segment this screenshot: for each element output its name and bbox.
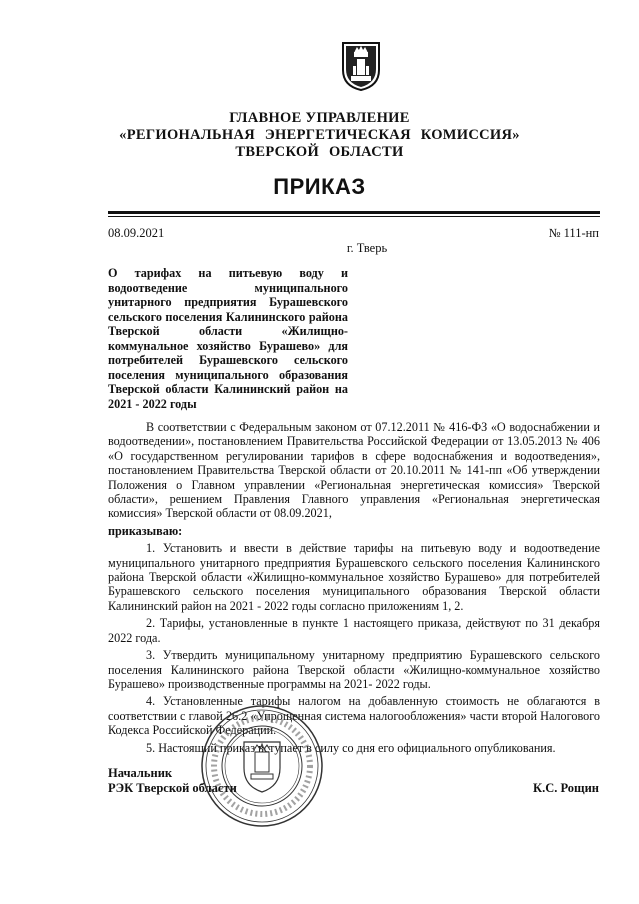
coat-of-arms-icon — [340, 40, 382, 92]
signatory-position-line2: РЭК Тверской области — [108, 781, 237, 795]
document-subject: О тарифах на питьевую воду и водоотведение муниципального унитарного предприятия Бурашевского сельского поселения Калининского района Тверской области «Жилищно-коммунальное хозяйство Бурашево» для потребителей Бурашевского сельского поселения муниципального образования Тверской области Калининский район на 2021 - 2022 годы — [108, 266, 348, 411]
signatory-position — [108, 766, 237, 796]
document-number: № 111-нп — [548, 226, 599, 240]
order-word: приказываю: — [108, 523, 183, 538]
order-item: 5. Настоящий приказ вступает в силу со дня его официального опубликования. — [146, 740, 556, 755]
org-name-line1: ГЛАВНОЕ УПРАВЛЕНИЕ — [229, 110, 410, 126]
header-rule-thin — [108, 216, 600, 217]
signatory-position-line1: Начальник — [108, 766, 173, 780]
order-item: 3. Утвердить муниципальному унитарному предприятию Бурашевского сельского поселения Калининского района Тверской области «Жилищно-коммунальное хозяйство Бурашево» производственные программы на 2021- 2022 годы. — [108, 648, 600, 691]
preamble-paragraph: В соответствии с Федеральным законом от 07.12.2011 № 416-ФЗ «О водоснабжении и водоотведении», постановлением Правительства Российской Федерации от 13.05.2013 № 406 «О государственном регулировании тарифов в сфере водоснабжения и водоотведения», постановлением Правительства Тверской области от 20.10.2011 № 141-пп «Об утверждении Положения о Главном управлении «Региональная энергетическая комиссия» Тверской области», решением Правления Главного управления «Региональная энергетическая комиссия» Тверской области от 08.09.2021, — [108, 420, 600, 521]
document-city: г. Тверь — [346, 241, 388, 255]
order-item: 2. Тарифы, установленные в пункте 1 настоящего приказа, действуют по 31 декабря 2022 года. — [108, 616, 600, 645]
order-item: 1. Установить и ввести в действие тарифы на питьевую воду и водоотведение муниципального унитарного предприятия Бурашевского сельского поселения Калининского района Тверской области «Жилищно-коммунальное хозяйство Бурашево» для потребителей Бурашевского сельского поселения муниципального образования Тверской области Калининский район на 2021 - 2022 годы согласно приложениям 1, 2. — [108, 541, 600, 613]
order-item: 4. Установленные тарифы налогом на добавленную стоимость не облагаются в соответствии с главой 26.2 «Упрощенная система налогообложения» части второй Налогового Кодекса Российской Федерации. — [108, 694, 600, 738]
signatory-name: К.С. Рощин — [533, 781, 599, 795]
header-rule-thick — [108, 211, 600, 214]
document-type-title: ПРИКАЗ — [273, 174, 366, 199]
document-body — [108, 420, 600, 755]
org-name-line2: «РЕГИОНАЛЬНАЯ ЭНЕРГЕТИЧЕСКАЯ КОМИССИЯ» — [119, 127, 520, 143]
document-date: 08.09.2021 — [108, 226, 165, 240]
org-name-line3: ТВЕРСКОЙ ОБЛАСТИ — [235, 144, 404, 160]
